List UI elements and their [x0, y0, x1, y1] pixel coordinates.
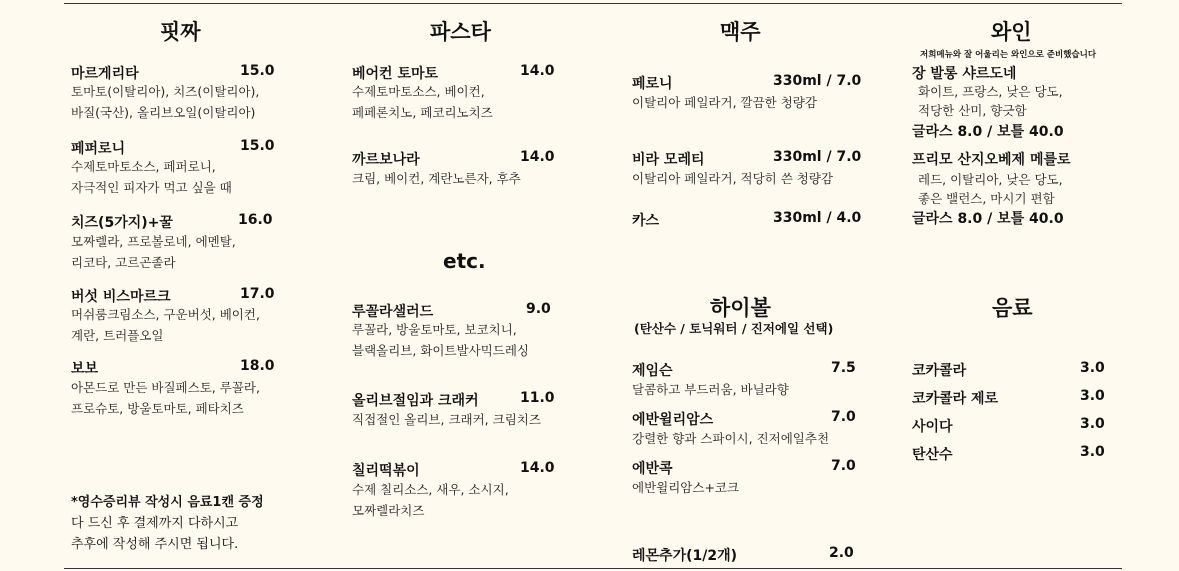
- pasta-item-desc: 페페론치노, 페코리노치즈: [352, 105, 493, 120]
- wine-item-desc: 적당한 산미, 향긋함: [918, 103, 1027, 118]
- drink-item-price: 3.0: [1080, 360, 1105, 376]
- beer-item-desc: 이탈리아 페일라거, 깔끔한 청량감: [632, 95, 817, 110]
- pizza-item-desc: 리코타, 고르곤졸라: [71, 255, 176, 270]
- lemon-addon-price: 2.0: [829, 545, 854, 561]
- pizza-item-desc: 모짜렐라, 프로볼로네, 에멘탈,: [71, 234, 236, 249]
- pizza-item-price: 16.0: [238, 212, 273, 228]
- pizza-item-price: 15.0: [240, 63, 275, 79]
- pasta-item-desc: 수제토마토소스, 베이컨,: [352, 84, 485, 99]
- pizza-item-price: 15.0: [240, 138, 275, 154]
- drinks-title: 음료: [992, 296, 1033, 320]
- highball-item-name: 에반콕: [632, 461, 673, 477]
- beer-item-price: 330ml / 7.0: [773, 73, 862, 89]
- drink-item-price: 3.0: [1080, 388, 1105, 404]
- pasta-item-price: 14.0: [520, 63, 555, 79]
- beer-item-price: 330ml / 7.0: [773, 149, 862, 165]
- etc-item-desc: 수제 칠리소스, 새우, 소시지,: [352, 482, 509, 497]
- drink-item-name: 탄산수: [912, 447, 953, 463]
- pizza-title: 핏짜: [160, 20, 201, 44]
- review-event-note: *영수증리뷰 작성시 음료1캔 증정: [71, 495, 264, 510]
- pizza-item-name: 치즈(5가지)+꿀: [71, 215, 173, 231]
- pasta-item-price: 14.0: [520, 149, 555, 165]
- etc-item-name: 칠리떡볶이: [352, 463, 420, 479]
- etc-item-desc: 모짜렐라치즈: [352, 503, 425, 518]
- etc-item-desc: 블랙올리브, 화이트발사믹드레싱: [352, 343, 529, 358]
- beer-item-name: 카스: [632, 213, 660, 229]
- etc-item-name: 올리브절임과 크래커: [352, 393, 479, 409]
- review-event-note: 다 드신 후 결제까지 다하시고: [71, 516, 239, 531]
- etc-item-desc: 직접절인 올리브, 크래커, 크림치즈: [352, 412, 541, 427]
- wine-item-name: 장 발롱 샤르도네: [912, 66, 1017, 82]
- highball-item-desc: 강렬한 향과 스파이시, 진저에일추천: [632, 431, 830, 446]
- review-event-note: 추후에 작성해 주시면 됩니다.: [71, 537, 239, 552]
- pizza-item-name: 버섯 비스마르크: [71, 289, 171, 305]
- top-rule: [64, 3, 1122, 4]
- etc-item-price: 11.0: [520, 390, 555, 406]
- highball-title: 하이볼: [710, 296, 771, 320]
- beer-item-name: 비라 모레티: [632, 152, 705, 168]
- wine-item-desc: 레드, 이탈리아, 낮은 당도,: [918, 172, 1063, 187]
- wine-item-desc: 화이트, 프랑스, 낮은 당도,: [918, 84, 1063, 99]
- highball-item-price: 7.0: [831, 409, 856, 425]
- pizza-item-desc: 계란, 트러플오일: [71, 328, 164, 343]
- highball-mixer-options: (탄산수 / 토닉워터 / 진저에일 선택): [634, 321, 834, 336]
- wine-tagline: 저희메뉴와 잘 어울리는 와인으로 준비했습니다: [920, 50, 1097, 60]
- beer-item-price: 330ml / 4.0: [773, 210, 862, 226]
- highball-item-price: 7.0: [831, 458, 856, 474]
- pizza-item-desc: 수제토마토소스, 페퍼로니,: [71, 159, 216, 174]
- drink-item-name: 사이다: [912, 419, 953, 435]
- pasta-item-name: 베어컨 토마토: [352, 66, 439, 82]
- highball-item-name: 에반윌리암스: [632, 412, 714, 428]
- wine-item-price: 글라스 8.0 / 보틀 40.0: [912, 124, 1064, 140]
- etc-item-desc: 루꼴라, 방울토마토, 보코치니,: [352, 322, 517, 337]
- pizza-item-price: 18.0: [240, 358, 275, 374]
- wine-item-name: 프리모 산지오베제 메를로: [912, 152, 1071, 168]
- highball-item-desc: 에반윌리암스+코크: [632, 480, 740, 495]
- wine-item-price: 글라스 8.0 / 보틀 40.0: [912, 211, 1064, 227]
- pizza-item-desc: 머쉬룸크림소스, 구운버섯, 베이컨,: [71, 307, 260, 322]
- pizza-item-desc: 바질(국산), 올리브오일(이탈리아): [71, 105, 256, 120]
- beer-item-desc: 이탈리아 페일라거, 적당히 쓴 청량감: [632, 171, 833, 186]
- etc-item-name: 루꼴라샐러드: [352, 304, 434, 320]
- highball-item-desc: 달콤하고 부드러움, 바닐라향: [632, 382, 789, 397]
- pizza-item-desc: 자극적인 피자가 먹고 싶을 때: [71, 180, 232, 195]
- etc-item-price: 14.0: [520, 460, 555, 476]
- wine-title: 와인: [991, 20, 1032, 44]
- pasta-title: 파스타: [430, 20, 491, 44]
- etc-title: etc.: [443, 249, 486, 273]
- pizza-item-name: 마르게리타: [71, 66, 139, 82]
- highball-item-name: 제임슨: [632, 363, 673, 379]
- drink-item-name: 코카콜라 제로: [912, 391, 999, 407]
- bottom-rule: [64, 568, 1122, 569]
- pizza-item-price: 17.0: [240, 286, 275, 302]
- etc-item-price: 9.0: [526, 301, 551, 317]
- lemon-addon-name: 레몬추가(1/2개): [632, 548, 738, 564]
- pizza-item-desc: 아몬드로 만든 바질페스토, 루꼴라,: [71, 380, 260, 395]
- pizza-item-desc: 프로슈토, 방울토마토, 페타치즈: [71, 401, 244, 416]
- pizza-item-name: 보보: [71, 361, 99, 377]
- drink-item-price: 3.0: [1080, 444, 1105, 460]
- pasta-item-name: 까르보나라: [352, 152, 420, 168]
- drink-item-name: 코카콜라: [912, 363, 967, 379]
- highball-item-price: 7.5: [831, 360, 856, 376]
- pizza-item-name: 페퍼로니: [71, 141, 126, 157]
- beer-title: 맥주: [720, 20, 761, 44]
- drink-item-price: 3.0: [1080, 416, 1105, 432]
- beer-item-name: 페로니: [632, 76, 673, 92]
- pasta-item-desc: 크림, 베이컨, 계란노른자, 후추: [352, 171, 521, 186]
- wine-item-desc: 좋은 밸런스, 마시기 편함: [918, 191, 1055, 206]
- pizza-item-desc: 토마토(이탈리아), 치즈(이탈리아),: [71, 84, 260, 99]
